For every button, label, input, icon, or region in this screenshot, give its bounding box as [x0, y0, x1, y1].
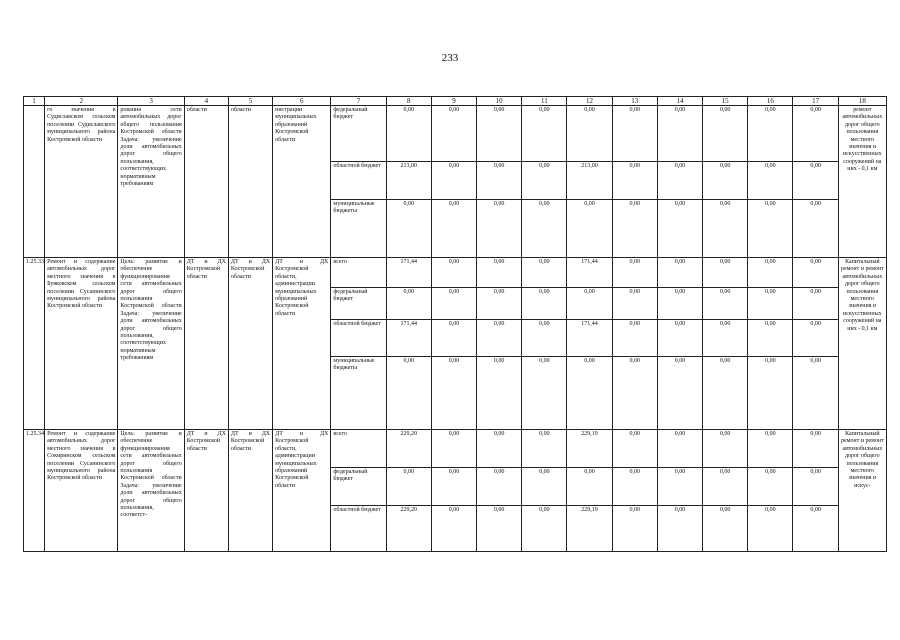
amount-cell: 229,20: [386, 506, 431, 552]
column-number: 4: [184, 97, 228, 106]
customer-cell: ДТ и ДХ Костромской области: [184, 430, 228, 552]
column-number: 14: [657, 97, 702, 106]
amount-cell: 229,19: [567, 430, 612, 468]
amount-cell: 0,00: [612, 506, 657, 552]
column-number: 15: [703, 97, 748, 106]
goal-task-cell: рования сети автомобильных дорог общего пользования Костромской области Задача: увеличение доли автомобильных дорог общего пользования, соответствующих нормативным требованиям: [118, 106, 184, 258]
amount-cell: 0,00: [657, 320, 702, 357]
amount-cell: 0,00: [612, 430, 657, 468]
measure-name-cell: го значения в Судиславском сельском поселении Судиславского муниципального района Костромской области: [45, 106, 118, 258]
coordinator-cell: ДТ и ДХ Костромской области: [228, 430, 272, 552]
table-row: [24, 106, 887, 162]
amount-cell: 0,00: [522, 357, 567, 430]
coordinator-cell: области: [228, 106, 272, 258]
funding-source-cell: федеральный бюджет: [331, 106, 386, 162]
table-body: [24, 106, 887, 552]
amount-cell: 0,00: [477, 357, 522, 430]
amount-cell: 0,00: [748, 258, 793, 288]
result-cell: Капитальный ремонт и ремонт автомобильных дорог общего пользования местного значения и искус-: [838, 430, 886, 552]
funding-source-cell: федеральный бюджет: [331, 288, 386, 320]
amount-cell: 0,00: [657, 468, 702, 506]
amount-cell: 229,19: [567, 506, 612, 552]
amount-cell: 0,00: [431, 468, 476, 506]
funding-source-cell: всего: [331, 258, 386, 288]
amount-cell: 0,00: [657, 288, 702, 320]
amount-cell: 0,00: [386, 357, 431, 430]
customer-cell: ДТ и ДХ Костромской области: [184, 258, 228, 430]
amount-cell: 213,00: [386, 162, 431, 200]
amount-cell: 0,00: [748, 106, 793, 162]
amount-cell: 0,00: [431, 357, 476, 430]
amount-cell: 0,00: [612, 106, 657, 162]
amount-cell: 0,00: [657, 162, 702, 200]
measure-name-cell: Ремонт и содержание автомобильных дорог местного значения в Буяковском сельском поселении Сусанинского муниципального района Костромской области: [45, 258, 118, 430]
column-number: 10: [477, 97, 522, 106]
amount-cell: 0,00: [431, 106, 476, 162]
column-number: 2: [45, 97, 118, 106]
amount-cell: 0,00: [477, 430, 522, 468]
amount-cell: 0,00: [612, 200, 657, 258]
amount-cell: 0,00: [567, 468, 612, 506]
amount-cell: 0,00: [522, 288, 567, 320]
amount-cell: 0,00: [748, 468, 793, 506]
column-number: 3: [118, 97, 184, 106]
table-row: [24, 258, 887, 288]
amount-cell: 0,00: [567, 106, 612, 162]
amount-cell: 0,00: [793, 200, 838, 258]
amount-cell: 0,00: [612, 320, 657, 357]
amount-cell: 0,00: [522, 258, 567, 288]
amount-cell: 0,00: [793, 320, 838, 357]
executor-cell: нистрации муниципальных образований Костромской области: [273, 106, 331, 258]
amount-cell: 0,00: [657, 430, 702, 468]
amount-cell: 0,00: [703, 357, 748, 430]
amount-cell: 0,00: [703, 320, 748, 357]
amount-cell: 0,00: [567, 288, 612, 320]
amount-cell: 0,00: [703, 468, 748, 506]
table-row: [24, 430, 887, 468]
budget-table: [23, 96, 887, 552]
amount-cell: 0,00: [657, 200, 702, 258]
amount-cell: 213,00: [567, 162, 612, 200]
executor-cell: ДТ и ДХ Костромской области, администрации муниципальных образований Костромской области: [273, 258, 331, 430]
amount-cell: 0,00: [522, 430, 567, 468]
column-number-row: [24, 97, 887, 106]
column-number: 1: [24, 97, 45, 106]
amount-cell: 0,00: [477, 506, 522, 552]
amount-cell: 0,00: [431, 506, 476, 552]
amount-cell: 0,00: [748, 430, 793, 468]
amount-cell: 0,00: [703, 506, 748, 552]
amount-cell: 0,00: [793, 258, 838, 288]
amount-cell: 171,44: [567, 258, 612, 288]
funding-source-cell: областной бюджет: [331, 506, 386, 552]
amount-cell: 0,00: [793, 357, 838, 430]
amount-cell: 0,00: [657, 258, 702, 288]
row-id-cell: [24, 106, 45, 258]
amount-cell: 0,00: [431, 430, 476, 468]
amount-cell: 0,00: [612, 357, 657, 430]
page-number: 233: [441, 52, 459, 64]
amount-cell: 0,00: [386, 200, 431, 258]
amount-cell: 0,00: [748, 320, 793, 357]
goal-task-cell: Цель: развитие и обеспечение функционирования сети автомобильных дорог общего пользования Костромской области Задача: увеличение доли автомобильных дорог общего пользования, соответствующих нормативным требованиям: [118, 258, 184, 430]
amount-cell: 0,00: [386, 106, 431, 162]
funding-source-cell: муниципальные бюджеты: [331, 357, 386, 430]
row-id-cell: 1.25.34: [24, 430, 45, 552]
amount-cell: 0,00: [612, 162, 657, 200]
amount-cell: 0,00: [567, 357, 612, 430]
amount-cell: 0,00: [657, 357, 702, 430]
column-number: 11: [522, 97, 567, 106]
amount-cell: 0,00: [477, 320, 522, 357]
column-number: 13: [612, 97, 657, 106]
amount-cell: 0,00: [748, 288, 793, 320]
amount-cell: 171,44: [386, 320, 431, 357]
column-number: 6: [273, 97, 331, 106]
column-number: 18: [838, 97, 886, 106]
amount-cell: 0,00: [793, 162, 838, 200]
funding-source-cell: областной бюджет: [331, 320, 386, 357]
column-number: 5: [228, 97, 272, 106]
amount-cell: 0,00: [793, 468, 838, 506]
amount-cell: 0,00: [703, 430, 748, 468]
amount-cell: 0,00: [477, 106, 522, 162]
result-cell: ремонт автомобильных дорог общего пользования местного значения и искусственных сооружений на них - 0,1 км: [838, 106, 886, 258]
amount-cell: 229,20: [386, 430, 431, 468]
funding-source-cell: областной бюджет: [331, 162, 386, 200]
amount-cell: 0,00: [386, 288, 431, 320]
amount-cell: 0,00: [748, 357, 793, 430]
column-number: 9: [431, 97, 476, 106]
amount-cell: 0,00: [522, 320, 567, 357]
amount-cell: 0,00: [431, 258, 476, 288]
amount-cell: 0,00: [477, 288, 522, 320]
measure-name-cell: Ремонт и содержание автомобильных дорог местного значения в Сокиринском сельском поселении Сусанинского муниципального района Костромской области: [45, 430, 118, 552]
amount-cell: 0,00: [612, 468, 657, 506]
amount-cell: 0,00: [522, 506, 567, 552]
column-number: 16: [748, 97, 793, 106]
coordinator-cell: ДТ и ДХ Костромской области: [228, 258, 272, 430]
amount-cell: 0,00: [477, 258, 522, 288]
funding-source-cell: федеральный бюджет: [331, 468, 386, 506]
amount-cell: 0,00: [477, 162, 522, 200]
amount-cell: 0,00: [748, 162, 793, 200]
result-cell: Капитальный ремонт и ремонт автомобильных дорог общего пользования местного значения и искусственных сооружений на них - 0,1 км: [838, 258, 886, 430]
amount-cell: 0,00: [431, 320, 476, 357]
amount-cell: 0,00: [567, 200, 612, 258]
amount-cell: 0,00: [793, 106, 838, 162]
column-number: 17: [793, 97, 838, 106]
amount-cell: 0,00: [793, 430, 838, 468]
amount-cell: 0,00: [612, 258, 657, 288]
column-number: 8: [386, 97, 431, 106]
goal-task-cell: Цель: развитие и обеспечение функционирования сети автомобильных дорог общего пользования Костромской области Задача: увеличение доли автомобильных дорог общего пользования, соответст-: [118, 430, 184, 552]
amount-cell: 0,00: [522, 468, 567, 506]
amount-cell: 0,00: [748, 506, 793, 552]
amount-cell: 0,00: [522, 162, 567, 200]
amount-cell: 0,00: [522, 106, 567, 162]
amount-cell: 0,00: [431, 288, 476, 320]
column-number: 7: [331, 97, 386, 106]
amount-cell: 0,00: [703, 200, 748, 258]
amount-cell: 0,00: [612, 288, 657, 320]
amount-cell: 0,00: [703, 162, 748, 200]
funding-source-cell: муниципальные бюджеты: [331, 200, 386, 258]
amount-cell: 0,00: [477, 200, 522, 258]
amount-cell: 0,00: [477, 468, 522, 506]
row-id-cell: 1.25.33: [24, 258, 45, 430]
amount-cell: 0,00: [748, 200, 793, 258]
amount-cell: 0,00: [431, 200, 476, 258]
amount-cell: 0,00: [522, 200, 567, 258]
amount-cell: 0,00: [703, 288, 748, 320]
amount-cell: 0,00: [703, 106, 748, 162]
funding-source-cell: всего: [331, 430, 386, 468]
amount-cell: 171,44: [386, 258, 431, 288]
amount-cell: 171,44: [567, 320, 612, 357]
amount-cell: 0,00: [386, 468, 431, 506]
amount-cell: 0,00: [793, 288, 838, 320]
amount-cell: 0,00: [431, 162, 476, 200]
column-number: 12: [567, 97, 612, 106]
amount-cell: 0,00: [657, 106, 702, 162]
amount-cell: 0,00: [703, 258, 748, 288]
amount-cell: 0,00: [657, 506, 702, 552]
customer-cell: области: [184, 106, 228, 258]
amount-cell: 0,00: [793, 506, 838, 552]
executor-cell: ДТ и ДХ Костромской области, администрации муниципальных образований Костромской области: [273, 430, 331, 552]
